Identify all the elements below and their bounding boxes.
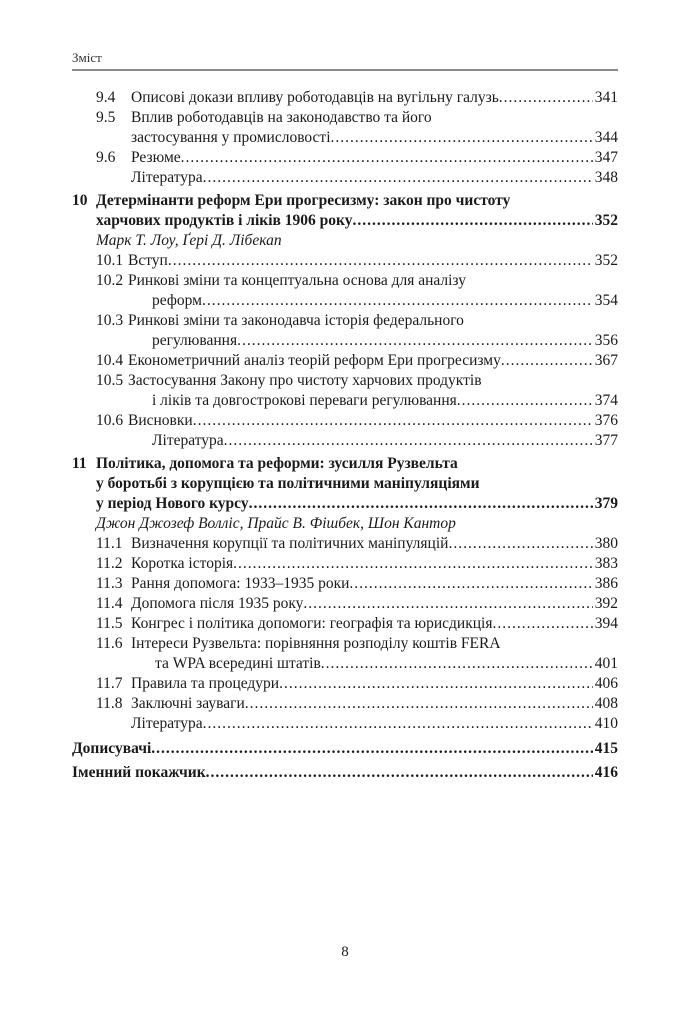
section-number: 10.5 — [96, 372, 124, 389]
toc-chapter-10[interactable] — [72, 191, 618, 211]
toc-entry-10-1[interactable] — [72, 251, 618, 271]
toc-entry-11-5[interactable] — [72, 614, 618, 634]
toc-entry-10-references[interactable] — [72, 431, 618, 451]
section-title: Рання допомога: 1933–1935 роки — [131, 575, 350, 592]
dot-leader — [321, 654, 593, 674]
section-title: Застосування Закону про чистоту харчових продуктів — [128, 372, 482, 389]
page-ref: 354 — [594, 292, 618, 309]
dot-leader — [499, 88, 593, 108]
toc-entry-11-references[interactable] — [72, 714, 618, 734]
page-ref: 356 — [594, 332, 618, 349]
dot-leader — [249, 494, 593, 514]
page-ref: 415 — [594, 740, 618, 757]
section-title-cont: і ліків та довгострокові переваги регулювання — [152, 392, 457, 409]
section-number: 9.5 — [96, 109, 116, 126]
section-number: 10.4 — [96, 352, 124, 369]
section-title: Допомога після 1935 року — [131, 595, 304, 612]
page-ref: 376 — [594, 412, 618, 429]
section-title: Ринкові зміни та законодавча історія федерального — [128, 312, 464, 329]
section-number: 11.1 — [96, 535, 123, 552]
toc-contributors[interactable] — [72, 737, 618, 761]
page-ref: 401 — [594, 655, 618, 672]
section-number: 11.7 — [96, 675, 123, 692]
section-number: 11.8 — [96, 695, 123, 712]
section-number: 10.3 — [96, 312, 124, 329]
toc-entry-10-3[interactable] — [72, 311, 618, 331]
dot-leader — [168, 251, 593, 271]
table-of-contents — [72, 88, 618, 785]
toc-entry-9-6[interactable] — [72, 148, 618, 168]
page-ref: 377 — [594, 432, 618, 449]
dot-leader — [245, 694, 593, 714]
page-ref: 383 — [594, 555, 618, 572]
section-number: 10.1 — [96, 252, 124, 269]
section-title: Вступ — [128, 252, 168, 269]
running-header — [72, 50, 618, 66]
dot-leader — [181, 148, 593, 168]
toc-entry-11-6-cont[interactable] — [72, 654, 618, 674]
section-title: Економетричний аналіз теорій реформ Ери прогресизму — [128, 352, 501, 369]
page-ref: 406 — [594, 675, 618, 692]
dot-leader — [448, 534, 592, 554]
dot-leader — [202, 291, 593, 311]
dot-leader — [233, 554, 593, 574]
toc-entry-10-5[interactable] — [72, 371, 618, 391]
chapter-title-cont: у період Нового курсу — [96, 495, 249, 512]
dot-leader — [457, 391, 593, 411]
page-ref: 341 — [594, 89, 618, 106]
toc-chapter-11[interactable] — [72, 454, 618, 474]
toc-entry-11-6[interactable] — [72, 634, 618, 654]
page-number: 8 — [341, 944, 349, 960]
section-title: Література — [131, 169, 203, 186]
section-title: Вплив роботодавців на законодавство та його — [131, 109, 432, 126]
toc-entry-10-5-cont[interactable] — [72, 391, 618, 411]
chapter-title: Політика, допомога та реформи: зусилля Рузвельта — [96, 455, 458, 472]
section-title-cont: реформ — [152, 292, 202, 309]
header-rule — [72, 69, 618, 71]
dot-leader — [224, 431, 593, 451]
toc-entry-10-6[interactable] — [72, 411, 618, 431]
toc-entry-11-2[interactable] — [72, 554, 618, 574]
page-ref: 374 — [594, 392, 618, 409]
section-number: 9.6 — [96, 149, 116, 166]
dot-leader — [493, 614, 593, 634]
page-ref: 352 — [594, 212, 618, 229]
section-title: Ринкові зміни та концептуальна основа для аналізу — [128, 272, 466, 289]
section-number: 11.4 — [96, 595, 123, 612]
toc-entry-9-5[interactable] — [72, 108, 618, 128]
chapter-authors: Джон Джозеф Волліс, Прайс В. Фішбек, Шон Кантор — [96, 515, 456, 532]
chapter-number: 11 — [72, 455, 87, 472]
toc-entry-11-7[interactable] — [72, 674, 618, 694]
section-number: 11.5 — [96, 615, 123, 632]
dot-leader — [279, 674, 593, 694]
toc-chapter-11-cont-1[interactable] — [72, 474, 618, 494]
page-ref: 379 — [594, 495, 618, 512]
section-number: 11.3 — [96, 575, 123, 592]
toc-entry-11-1[interactable] — [72, 534, 618, 554]
section-title: Описові докази впливу роботодавців на вугільну галузь — [131, 89, 499, 106]
page-ref: 344 — [594, 129, 618, 146]
chapter-title-cont: у боротьбі з корупцією та політичними маніпуляціями — [96, 475, 480, 492]
toc-chapter-11-cont-2[interactable] — [72, 494, 618, 514]
section-title: Резюме — [131, 149, 181, 166]
page-ref: 348 — [594, 169, 618, 186]
section-number: 11.2 — [96, 555, 123, 572]
section-title: Коротка історія — [131, 555, 234, 572]
page-ref: 380 — [594, 535, 618, 552]
section-title: Література — [131, 715, 203, 732]
dot-leader — [303, 594, 592, 614]
section-title: Література — [152, 432, 224, 449]
page-ref: 416 — [594, 764, 618, 781]
page-ref: 394 — [594, 615, 618, 632]
dot-leader — [193, 411, 593, 431]
toc-entry-10-2-cont[interactable] — [72, 291, 618, 311]
chapter-authors: Марк Т. Лоу, Ґері Д. Лібекап — [96, 232, 282, 249]
dot-leader — [349, 574, 592, 594]
section-title-cont: та WPA всередині штатів — [155, 655, 321, 672]
toc-entry-9-4[interactable] — [72, 88, 618, 108]
chapter-title: Детермінанти реформ Ери прогресизму: закон про чистоту — [96, 192, 511, 209]
section-title-cont: регулювання — [152, 332, 238, 349]
toc-entry-11-8[interactable] — [72, 694, 618, 714]
section-title: Заключні зауваги — [131, 695, 245, 712]
dot-leader — [151, 737, 593, 761]
dot-leader — [352, 211, 592, 231]
dot-leader — [501, 351, 593, 371]
section-title-cont: застосування у промисловості — [131, 129, 331, 146]
page-ref: 392 — [594, 595, 618, 612]
page-ref: 352 — [594, 252, 618, 269]
back-matter-title: Іменний покажчик — [72, 764, 206, 781]
toc-entry-11-3[interactable] — [72, 574, 618, 594]
dot-leader — [203, 714, 593, 734]
toc-entry-11-4[interactable] — [72, 594, 618, 614]
dot-leader — [237, 331, 593, 351]
section-title: Правила та процедури — [131, 675, 280, 692]
section-title: Визначення корупції та політичних маніпуляцій — [131, 535, 449, 552]
section-number: 10.2 — [96, 272, 124, 289]
page-ref: 367 — [594, 352, 618, 369]
chapter-title-cont: харчових продуктів і ліків 1906 року — [96, 212, 353, 229]
header-title: Зміст — [72, 50, 102, 65]
section-number: 11.6 — [96, 635, 123, 652]
dot-leader — [206, 761, 593, 785]
dot-leader — [331, 128, 593, 148]
toc-chapter-10-cont[interactable] — [72, 211, 618, 231]
toc-entry-10-3-cont[interactable] — [72, 331, 618, 351]
page-ref: 386 — [594, 575, 618, 592]
section-number: 9.4 — [96, 89, 116, 106]
dot-leader — [203, 168, 593, 188]
chapter-number: 10 — [72, 192, 88, 209]
page-ref: 347 — [594, 149, 618, 166]
toc-entry-9-5-cont[interactable] — [72, 128, 618, 148]
page-ref: 408 — [594, 695, 618, 712]
toc-entry-10-4[interactable] — [72, 351, 618, 371]
section-title: Інтереси Рузвельта: порівняння розподілу коштів FERA — [131, 635, 501, 652]
toc-entry-9-references[interactable] — [72, 168, 618, 188]
section-title: Конгрес і політика допомоги: географія та юрисдикція — [131, 615, 493, 632]
back-matter-title: Дописувачі — [72, 740, 152, 757]
toc-entry-10-2[interactable] — [72, 271, 618, 291]
section-title: Висновки — [128, 412, 193, 429]
section-number: 10.6 — [96, 412, 124, 429]
toc-name-index[interactable] — [72, 761, 618, 785]
page-ref: 410 — [594, 715, 618, 732]
